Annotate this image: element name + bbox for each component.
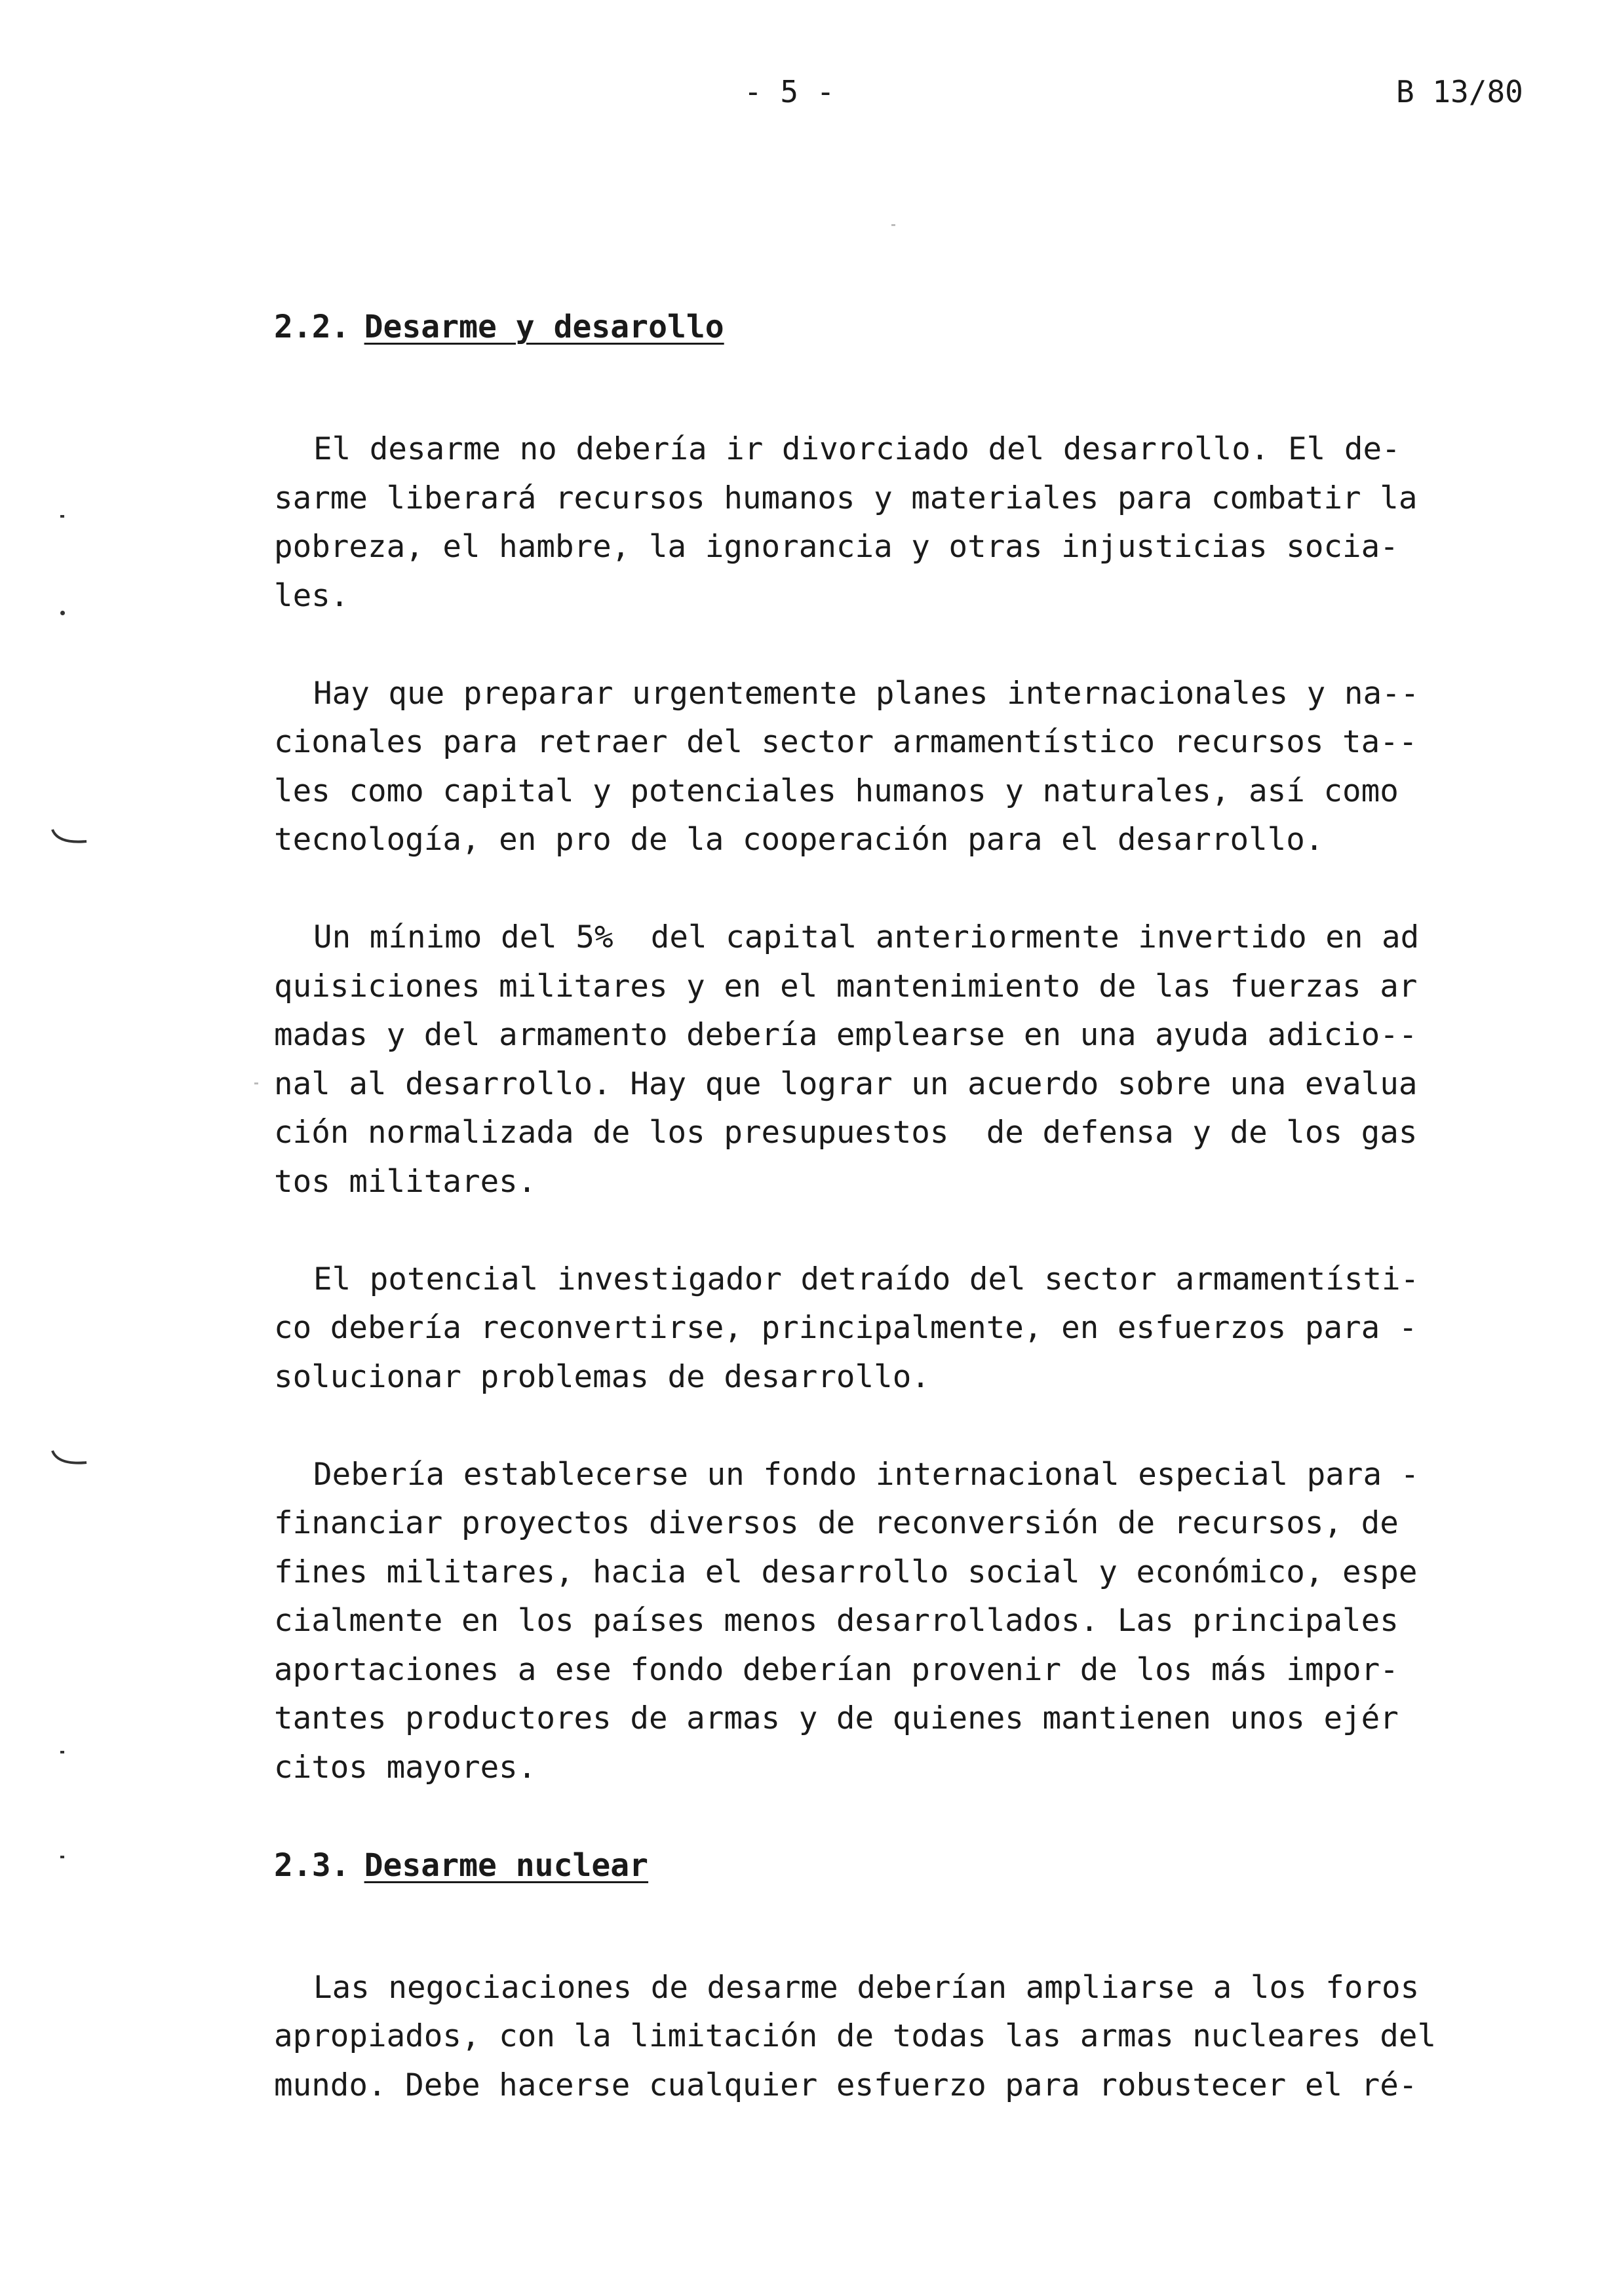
text-line: nal al desarrollo. Hay que lograr un acuerdo sobre una evalua bbox=[274, 1065, 1418, 1102]
margin-dot bbox=[60, 611, 65, 615]
paragraph bbox=[274, 1451, 1493, 1793]
text-line: citos mayores. bbox=[274, 1749, 537, 1786]
margin-tick bbox=[60, 1751, 64, 1753]
section-title: Desarme y desarollo bbox=[364, 309, 724, 345]
text-line: Debería establecerse un fondo internacional especial para - bbox=[313, 1456, 1420, 1493]
margin-tick bbox=[60, 1856, 64, 1858]
page-number: - 5 - bbox=[744, 74, 835, 109]
text-line: tantes productores de armas y de quienes mantienen unos ejér bbox=[274, 1700, 1399, 1736]
paragraph bbox=[274, 1255, 1493, 1402]
text-line: sarme liberará recursos humanos y materiales para combatir la bbox=[274, 480, 1418, 516]
scan-speck bbox=[891, 224, 895, 226]
text-line: Un mínimo del 5% del capital anteriormente invertido en ad bbox=[313, 919, 1420, 955]
text-line: pobreza, el hambre, la ignorancia y otras injusticias socia- bbox=[274, 529, 1399, 565]
text-line: les como capital y potenciales humanos y naturales, así como bbox=[274, 773, 1399, 809]
text-line: tecnología, en pro de la cooperación para el desarrollo. bbox=[274, 822, 1324, 858]
section-number: 2.2. bbox=[274, 309, 350, 345]
text-line: El desarme no debería ir divorciado del desarrollo. El de- bbox=[313, 431, 1401, 467]
text-line: fines militares, hacia el desarrollo social y económico, espe bbox=[274, 1554, 1418, 1590]
document-reference: B 13/80 bbox=[1396, 74, 1523, 109]
punch-hole-mark bbox=[50, 1448, 89, 1468]
punch-hole-mark bbox=[50, 827, 89, 847]
text-line: mundo. Debe hacerse cualquier esfuerzo para robustecer el ré- bbox=[274, 2067, 1418, 2103]
text-line: Las negociaciones de desarme deberían ampliarse a los foros bbox=[313, 1969, 1420, 2006]
text-line: madas y del armamento debería emplearse en una ayuda adicio-- bbox=[274, 1017, 1418, 1053]
paragraph bbox=[274, 670, 1493, 865]
paragraph bbox=[274, 913, 1493, 1206]
section-number: 2.3. bbox=[274, 1846, 350, 1884]
text-line: aportaciones a ese fondo deberían provenir de los más impor- bbox=[274, 1651, 1399, 1688]
text-line: financiar proyectos diversos de reconversión de recursos, de bbox=[274, 1505, 1399, 1541]
text-line: apropiados, con la limitación de todas las armas nucleares del bbox=[274, 2018, 1437, 2054]
text-line: ción normalizada de los presupuestos de defensa y de los gas bbox=[274, 1115, 1418, 1151]
document-body bbox=[274, 303, 1493, 2110]
text-line: cialmente en los países menos desarrollados. Las principales bbox=[274, 1603, 1399, 1639]
text-line: Hay que preparar urgentemente planes internacionales y na-- bbox=[313, 675, 1420, 712]
text-line: cionales para retraer del sector armamentístico recursos ta-- bbox=[274, 724, 1418, 760]
text-line: solucionar problemas de desarrollo. bbox=[274, 1358, 930, 1395]
scan-speck bbox=[254, 1082, 258, 1084]
text-line: El potencial investigador detraído del sector armamentísti- bbox=[313, 1261, 1420, 1297]
margin-tick bbox=[60, 515, 64, 518]
section-heading bbox=[274, 1841, 1493, 1890]
text-line: co debería reconvertirse, principalmente, en esfuerzos para - bbox=[274, 1310, 1418, 1346]
text-line: tos militares. bbox=[274, 1163, 537, 1200]
paragraph bbox=[274, 1964, 1493, 2111]
section-heading bbox=[274, 303, 1493, 352]
section-title: Desarme nuclear bbox=[364, 1846, 649, 1884]
paragraph bbox=[274, 425, 1493, 621]
text-line: quisiciones militares y en el mantenimiento de las fuerzas ar bbox=[274, 968, 1418, 1004]
text-line: les. bbox=[274, 577, 349, 614]
page-header bbox=[0, 66, 1615, 118]
